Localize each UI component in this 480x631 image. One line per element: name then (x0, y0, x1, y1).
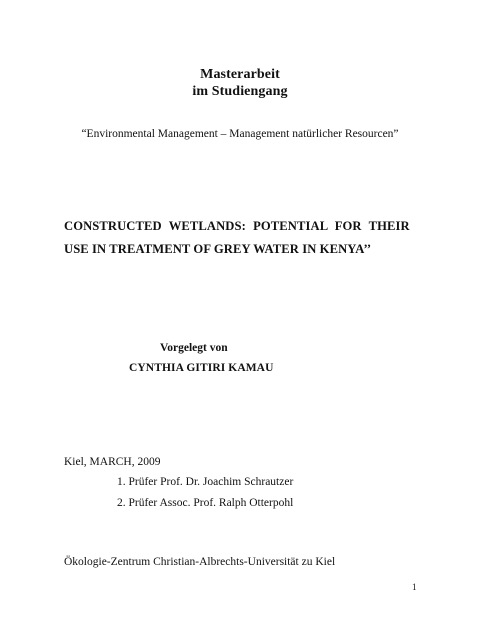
first-examiner: 1. Prüfer Prof. Dr. Joachim Schrautzer (117, 476, 294, 488)
thesis-title-line-1: CONSTRUCTED WETLANDS: POTENTIAL FOR THEIR (64, 219, 410, 233)
study-program-name: “Environmental Management – Management natürlicher Resourcen” (81, 128, 399, 140)
place-and-date: Kiel, MARCH, 2009 (64, 456, 161, 468)
page-number: 1 (412, 582, 417, 592)
second-examiner: 2. Prüfer Assoc. Prof. Ralph Otterpohl (117, 497, 294, 509)
document-type-title: Masterarbeit (200, 67, 280, 82)
submitted-by-label: Vorgelegt von (160, 342, 228, 354)
author-name: CYNTHIA GITIRI KAMAU (129, 362, 274, 374)
study-program-heading: im Studiengang (192, 84, 288, 99)
thesis-title-line-2: USE IN TREATMENT OF GREY WATER IN KENYA’’ (64, 242, 372, 256)
institution-name: Ökologie-Zentrum Christian-Albrechts-Universität zu Kiel (64, 556, 336, 568)
